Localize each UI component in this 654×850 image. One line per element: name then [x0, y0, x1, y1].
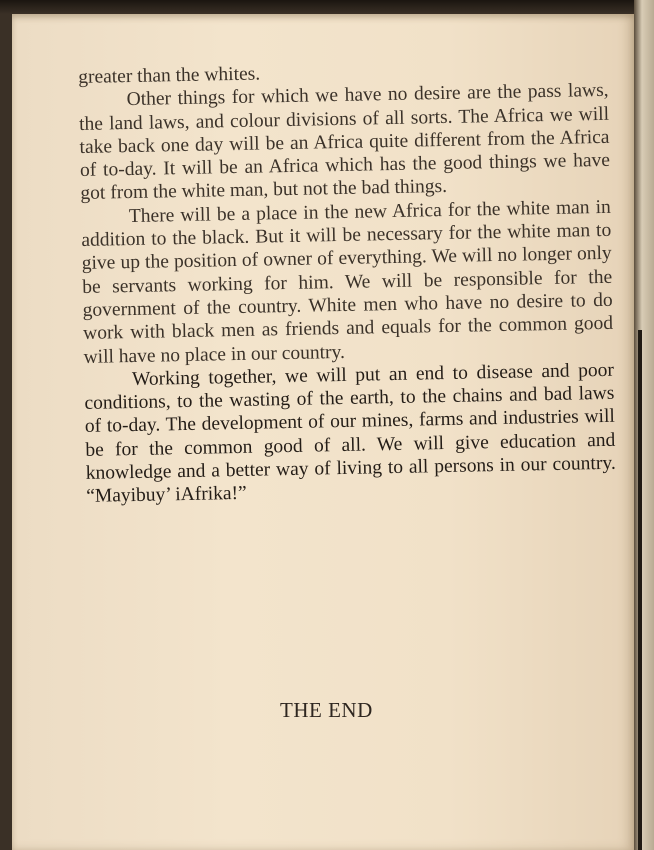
paragraph-4: Working together, we will put an end to disease and poor conditions, to the wasting of the earth, to the chains and bad laws of to-day. The development of our mines, farms and industries will be for the common good of all. We will give education and knowledge and a better way of living to all persons in our country. “Mayibuy’ iAfrika!”	[84, 359, 616, 508]
book-page	[12, 14, 634, 850]
top-shadow	[0, 0, 654, 14]
page-edge	[634, 0, 654, 850]
paragraph-1: greater than the whites.	[78, 63, 261, 88]
paragraph-2: Other things for which we have no desire are the pass laws, the land laws, and colour divisions of all sorts. The Africa we will take back one day will be an Africa quite different from the Africa of to-day. It will be an Africa which has the good things we have got from the white man, but not the bad things.	[78, 80, 611, 205]
paragraph-3: There will be a place in the new Africa for the white man in addition to the black. But it will be necessary for the white man to give up the position of owner of everything. We will no longer only be servants working for him. We will be responsible for the government of the country. White men who have no desire to do work with black men as friends and equals for the common good will have no place in our country.	[81, 196, 614, 368]
body-text	[78, 56, 616, 509]
the-end-heading: THE END	[280, 698, 373, 722]
